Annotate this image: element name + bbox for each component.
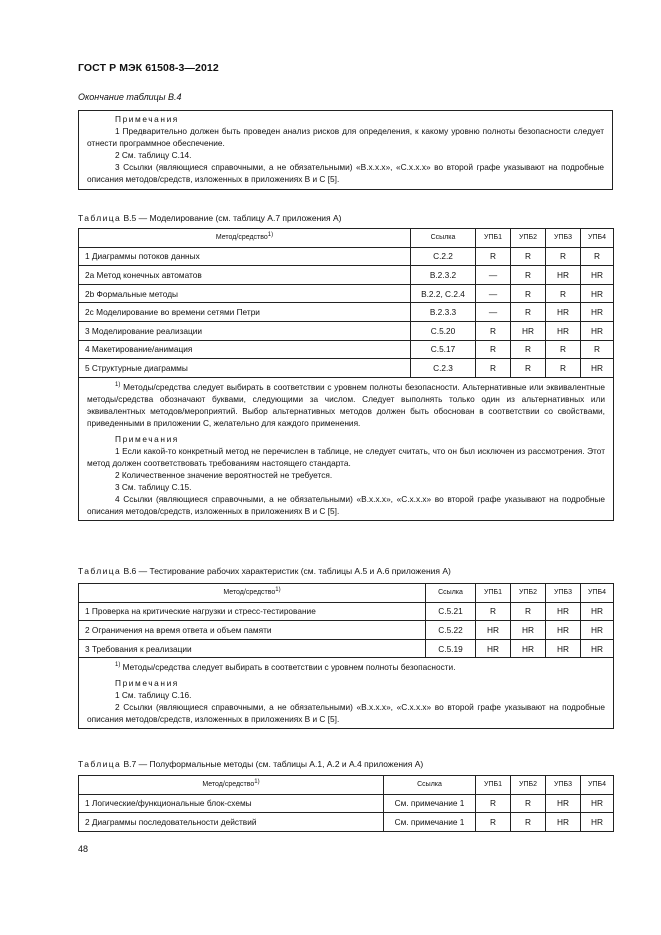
method-cell: 4 Макетирование/анимация	[79, 340, 411, 359]
reference-cell: См. примечание 1	[384, 794, 476, 813]
notes-heading: Примечания	[115, 433, 179, 444]
reference-cell: С.5.19	[426, 639, 476, 658]
table-footnote-row	[79, 658, 614, 729]
column-header-sil3: УПБ3	[546, 776, 581, 795]
table-footnote: $^{1)}$ Методы/средства следует выбирать в соответствии с уровнем полноты безопасности. Примечания 1 См. таблицу С.16. 2 Ссылки (являющиеся справочными, а не обязательными) «В.х.х.х», «С.х.х.х» во второй графе указывают на подробные описания методов/средств, изложенных в приложениях В и С [5].	[79, 658, 614, 729]
table-row	[79, 639, 614, 658]
sil-cell: HR	[546, 621, 581, 640]
table-b5-caption	[78, 213, 342, 223]
caption-prefix: Таблица	[78, 213, 122, 223]
reference-cell: С.5.17	[411, 340, 476, 359]
method-cell: 2 Диаграммы последовательности действий	[79, 813, 384, 832]
reference-cell: С.5.22	[426, 621, 476, 640]
method-cell: 2a Метод конечных автоматов	[79, 266, 411, 285]
column-header-reference: Ссылка	[384, 776, 476, 795]
sil-cell: R	[511, 813, 546, 832]
reference-cell: В.2.3.2	[411, 266, 476, 285]
column-header-sil3: УПБ3	[546, 584, 581, 603]
sil-cell: R	[581, 247, 614, 266]
sil-cell: HR	[581, 813, 614, 832]
sil-cell: R	[581, 340, 614, 359]
sil-cell: R	[476, 794, 511, 813]
column-header-method: Метод/средство$^{1)}$	[79, 776, 384, 795]
caption-prefix: Таблица	[78, 759, 122, 769]
table-b5	[78, 228, 614, 521]
sil-cell: HR	[581, 284, 614, 303]
sil-cell: HR	[546, 602, 581, 621]
method-cell: 2 Ограничения на время ответа и объем памяти	[79, 621, 426, 640]
column-header-reference: Ссылка	[411, 229, 476, 248]
reference-cell: С.2.3	[411, 359, 476, 378]
method-cell: 3 Моделирование реализации	[79, 321, 411, 340]
caption-text: В.5 — Моделирование (см. таблицу А.7 приложения А)	[121, 213, 342, 223]
sil-cell: HR	[546, 794, 581, 813]
method-cell: 1 Диаграммы потоков данных	[79, 247, 411, 266]
sil-cell: R	[511, 266, 546, 285]
method-cell: 5 Структурные диаграммы	[79, 359, 411, 378]
note-item: 1 Если какой-то конкретный метод не перечислен в таблице, не следует считать, что он был исключен из рассмотрения. Этот метод должен соответствовать требованиям настоящего стандарта.	[87, 445, 605, 468]
table-continuation-label: Окончание таблицы В.4	[78, 92, 182, 102]
sil-cell: R	[511, 247, 546, 266]
table-row	[79, 247, 614, 266]
sil-cell: HR	[581, 794, 614, 813]
column-header-sil2: УПБ2	[511, 776, 546, 795]
page-number: 48	[78, 844, 89, 854]
table-footnote: $^{1)}$ Методы/средства следует выбирать в соответствии с уровнем полноты безопасности. Альтернативные или эквивалентные методы/средства обозначают буквами, следующими за числом. Следует выполнять только один из альтернативных или эквивалентных методов/мероприятий. Выбор альтернативных методов должен быть обоснован в соответствии со свойствами, приведенными в приложении С, желательно для каждого применения. Примечания 1 Если какой-то конкретный метод не перечислен в таблице, не следует считать, что он был исключен из рассмотрения. Этот метод должен соответствовать требованиям настоящего стандарта. 2 Количественное значение вероятностей не требуется. 3 См. таблицу С.15. 4 Ссылки (являющиеся справочными, а не обязательными) «В.х.х.х», «С.х.х.х» во второй графе указывают на подробные описания методов/средств, изложенных в приложениях В и С [5].	[79, 377, 614, 520]
column-header-method: Метод/средство$^{1)}$	[79, 229, 411, 248]
column-header-sil2: УПБ2	[511, 229, 546, 248]
sil-cell: HR	[546, 813, 581, 832]
sil-cell: R	[546, 340, 581, 359]
reference-cell: В.2.3.3	[411, 303, 476, 322]
table-b7-caption	[78, 759, 423, 769]
sil-cell: R	[511, 303, 546, 322]
table-footnote-row	[79, 377, 614, 520]
table-b6	[78, 583, 614, 729]
sil-cell: HR	[581, 321, 614, 340]
sil-cell: R	[546, 247, 581, 266]
sil-cell: HR	[546, 303, 581, 322]
table-b6-caption	[78, 566, 451, 576]
table-row	[79, 284, 614, 303]
sil-cell: HR	[511, 639, 546, 658]
document-header: ГОСТ Р МЭК 61508-3—2012	[78, 62, 219, 74]
column-header-sil1: УПБ1	[476, 776, 511, 795]
table-row	[79, 794, 614, 813]
column-header-sil1: УПБ1	[476, 229, 511, 248]
caption-text: В.7 — Полуформальные методы (см. таблицы А.1, А.2 и А.4 приложения А)	[121, 759, 424, 769]
note-item: 3 Ссылки (являющиеся справочными, а не обязательными) «В.х.х.х», «С.х.х.х» во второй графе указывают на подробные описания методов/средств, изложенных в приложениях В и С [5].	[87, 162, 604, 184]
table-row	[79, 813, 614, 832]
table-row	[79, 340, 614, 359]
reference-cell: В.2.2, С.2.4	[411, 284, 476, 303]
table-header-row	[79, 229, 614, 248]
sil-cell: R	[476, 813, 511, 832]
column-header-sil3: УПБ3	[546, 229, 581, 248]
sil-cell: R	[546, 284, 581, 303]
note-item: 3 См. таблицу С.15.	[115, 481, 192, 492]
column-header-sil4: УПБ4	[581, 229, 614, 248]
note-item: 2 Количественное значение вероятностей не требуется.	[115, 469, 333, 480]
sil-cell: R	[511, 340, 546, 359]
reference-cell: С.5.21	[426, 602, 476, 621]
method-cell: 2c Моделирование во времени сетями Петри	[79, 303, 411, 322]
sil-cell: HR	[476, 639, 511, 658]
sil-cell: HR	[581, 639, 614, 658]
column-header-sil4: УПБ4	[581, 584, 614, 603]
sil-cell: —	[476, 266, 511, 285]
sil-cell: HR	[581, 266, 614, 285]
table-row	[79, 621, 614, 640]
method-cell: 2b Формальные методы	[79, 284, 411, 303]
table-row	[79, 359, 614, 378]
table-row	[79, 321, 614, 340]
caption-text: В.6 — Тестирование рабочих характеристик (см. таблицы А.5 и А.6 приложения А)	[121, 566, 451, 576]
sil-cell: —	[476, 284, 511, 303]
sil-cell: R	[511, 602, 546, 621]
sil-cell: —	[476, 303, 511, 322]
sil-cell: R	[511, 794, 546, 813]
reference-cell: С.5.20	[411, 321, 476, 340]
sil-cell: HR	[581, 621, 614, 640]
sil-cell: R	[511, 359, 546, 378]
sil-cell: HR	[581, 602, 614, 621]
sil-cell: HR	[511, 321, 546, 340]
sil-cell: HR	[581, 359, 614, 378]
column-header-sil1: УПБ1	[476, 584, 511, 603]
reference-cell: См. примечание 1	[384, 813, 476, 832]
table-row	[79, 303, 614, 322]
table-row	[79, 266, 614, 285]
sil-cell: HR	[546, 639, 581, 658]
reference-cell: С.2.2	[411, 247, 476, 266]
note-item: 2 Ссылки (являющиеся справочными, а не обязательными) «В.х.х.х», «С.х.х.х» во второй графе указывают на подробные описания методов/средств, изложенных в приложениях В и С [5].	[87, 702, 605, 725]
method-cell: 1 Логические/функциональные блок-схемы	[79, 794, 384, 813]
sil-cell: HR	[546, 321, 581, 340]
sil-cell: R	[511, 284, 546, 303]
note-item: 1 Предварительно должен быть проведен анализ рисков для определения, к какому уровню полноты безопасности следует отнести программное обеспечение.	[87, 126, 604, 148]
sil-cell: R	[476, 602, 511, 621]
note-item: 1 См. таблицу С.16.	[115, 690, 192, 701]
sil-cell: HR	[511, 621, 546, 640]
table-row	[79, 602, 614, 621]
table-b4-notes	[78, 110, 613, 190]
sil-cell: R	[546, 359, 581, 378]
column-header-method: Метод/средство$^{1)}$	[79, 584, 426, 603]
caption-prefix: Таблица	[78, 566, 122, 576]
sil-cell: R	[476, 359, 511, 378]
method-cell: 1 Проверка на критические нагрузки и стресс-тестирование	[79, 602, 426, 621]
column-header-sil4: УПБ4	[581, 776, 614, 795]
sil-cell: HR	[546, 266, 581, 285]
sil-cell: HR	[581, 303, 614, 322]
table-b7	[78, 775, 614, 832]
column-header-reference: Ссылка	[426, 584, 476, 603]
sil-cell: HR	[476, 621, 511, 640]
notes-heading: Примечания	[115, 678, 179, 689]
note-item: 2 См. таблицу С.14.	[115, 150, 192, 160]
table-header-row	[79, 584, 614, 603]
note-item: 4 Ссылки (являющиеся справочными, а не обязательными) «В.х.х.х», «С.х.х.х» во второй графе указывают на подробные описания методов/средств, изложенных в приложениях В и С [5].	[87, 493, 605, 516]
notes-heading: Примечания	[115, 114, 179, 124]
table-header-row	[79, 776, 614, 795]
column-header-sil2: УПБ2	[511, 584, 546, 603]
sil-cell: R	[476, 340, 511, 359]
sil-cell: R	[476, 321, 511, 340]
method-cell: 3 Требования к реализации	[79, 639, 426, 658]
sil-cell: R	[476, 247, 511, 266]
